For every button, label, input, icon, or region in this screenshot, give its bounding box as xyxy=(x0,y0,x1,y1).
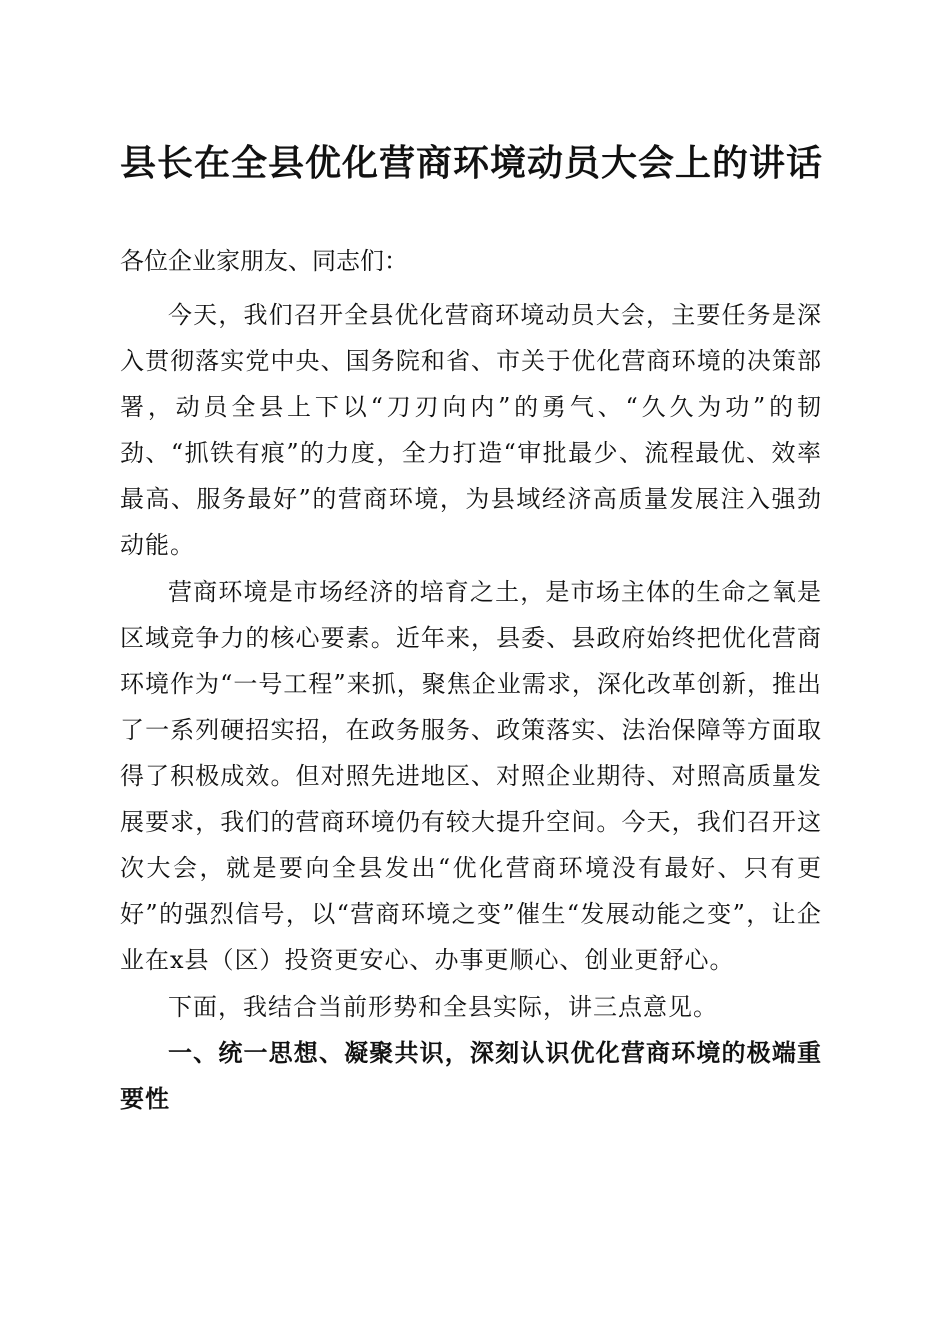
document-title: 县长在全县优化营商环境动员大会上的讲话 xyxy=(120,142,824,184)
salutation: 各位企业家朋友、同志们： xyxy=(120,247,408,275)
paragraph-business-environment: 营商环境是市场经济的培育之土，是市场主体的生命之氧是区域竞争力的核心要素。近年来，县委、县政府始终把优化营商环境作为“一号工程”来抓，聚焦企业需求，深化改革创新，推出了一系列硬招实招，在政务服务、政策落实、法治保障等方面取得了积极成效。但对照先进地区、对照企业期待、对照高质量发展要求，我们的营商环境仍有较大提升空间。今天，我们召开这次大会，就是要向全县发出“优化营商环境没有最好、只有更好”的强烈信号，以“营商环境之变”催生“发展动能之变”，让企业在x县（区）投资更安心、办事更顺心、创业更舒心。 xyxy=(120,578,822,974)
paragraph-opening: 今天，我们召开全县优化营商环境动员大会，主要任务是深入贯彻落实党中央、国务院和省、市关于优化营商环境的决策部署，动员全县上下以“刀刃向内”的勇气、“久久为功”的韧劲、“抓铁有痕”的力度，全力打造“审批最少、流程最优、效率最高、服务最好”的营商环境，为县域经济高质量发展注入强劲动能。 xyxy=(120,301,822,559)
section-heading-one: 一、统一思想、凝聚共识，深刻认识优化营商环境的极端重要性 xyxy=(120,1039,822,1113)
paragraph-three-points: 下面，我结合当前形势和全县实际，讲三点意见。 xyxy=(168,993,718,1021)
